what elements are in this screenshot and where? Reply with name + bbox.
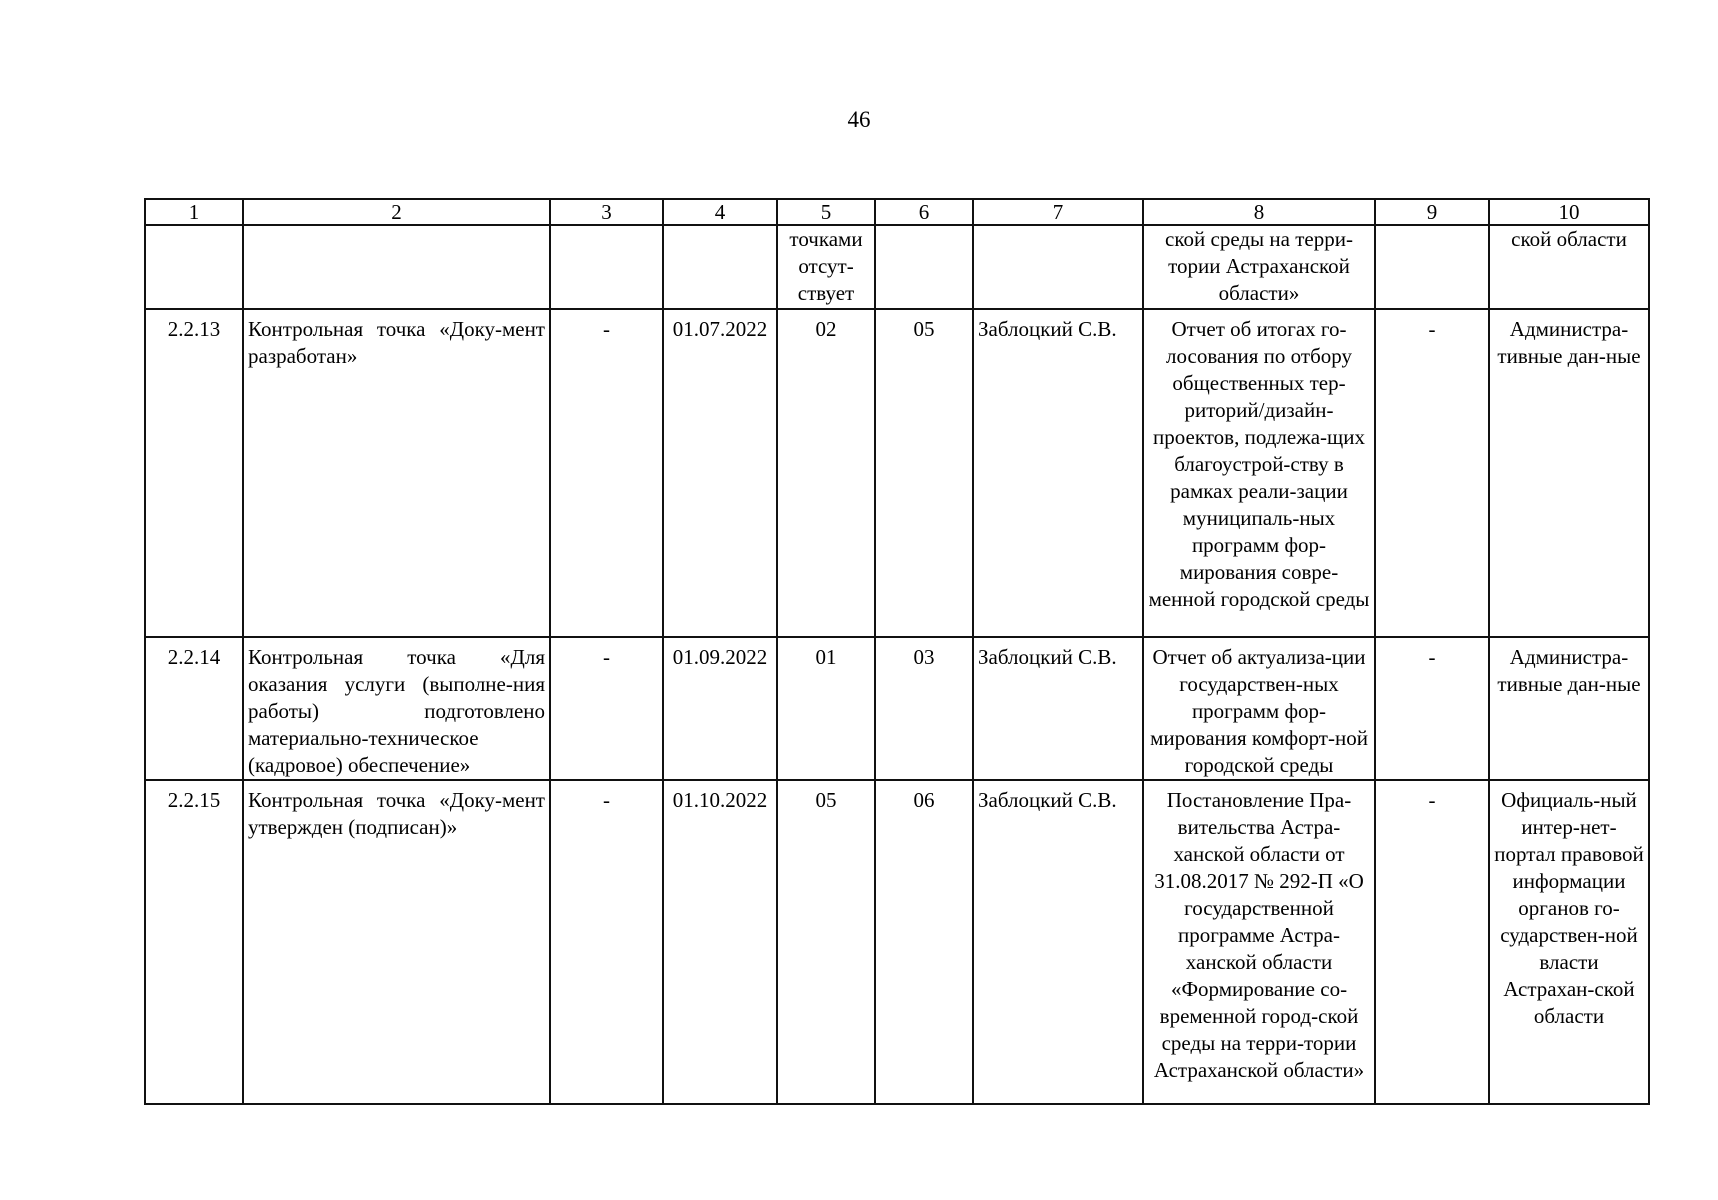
table-row (145, 309, 1649, 637)
column-header: 1 (145, 199, 243, 225)
column-header: 3 (550, 199, 663, 225)
cell-source: ской области (1489, 225, 1649, 309)
column-header: 7 (973, 199, 1143, 225)
cell-source: Администра-тивные дан-ные (1489, 637, 1649, 780)
cell-col5: 01 (777, 637, 875, 780)
table-row-continuation (145, 225, 1649, 309)
cell-responsible: Заблоцкий С.В. (973, 637, 1143, 780)
cell-source: Администра-тивные дан-ные (1489, 309, 1649, 637)
cell-col6: 03 (875, 637, 973, 780)
plan-table (144, 198, 1650, 1105)
cell-responsible: Заблоцкий С.В. (973, 780, 1143, 1104)
cell-col9 (1375, 225, 1489, 309)
cell-responsible: Заблоцкий С.В. (973, 309, 1143, 637)
column-header: 2 (243, 199, 550, 225)
column-header: 5 (777, 199, 875, 225)
cell-number: 2.2.14 (145, 637, 243, 780)
cell-date: 01.10.2022 (663, 780, 777, 1104)
page-number: 46 (847, 107, 871, 132)
cell-col6: 06 (875, 780, 973, 1104)
cell-document: Отчет об актуализа-ции государствен-ных программ фор-мирования комфорт-ной городской среды (1143, 637, 1375, 780)
cell-number: 2.2.15 (145, 780, 243, 1104)
column-header: 9 (1375, 199, 1489, 225)
cell-col3 (550, 225, 663, 309)
cell-date: 01.07.2022 (663, 309, 777, 637)
cell-col5: 05 (777, 780, 875, 1104)
column-header: 10 (1489, 199, 1649, 225)
cell-col3: - (550, 780, 663, 1104)
cell-document: Постановление Пра-вительства Астра-ханской области от 31.08.2017 № 292-П «О государственной программе Астра-ханской области «Формирование со-временной город-ской среды на терри-тории Астраханской области» (1143, 780, 1375, 1104)
cell-col5: 02 (777, 309, 875, 637)
cell-col3: - (550, 637, 663, 780)
cell-col5: точками отсут-ствует (777, 225, 875, 309)
cell-event: Контрольная точка «Доку-мент разработан» (243, 309, 550, 637)
column-header: 6 (875, 199, 973, 225)
cell-document: Отчет об итогах го-лосования по отбору общественных тер-риторий/дизайн-проектов, подлежа-щих благоустрой-ству в рамках реали-зации муниципаль-ных программ фор-мирования совре-менной городской среды (1143, 309, 1375, 637)
cell-event: Контрольная точка «Доку-мент утвержден (подписан)» (243, 780, 550, 1104)
cell-number: 2.2.13 (145, 309, 243, 637)
cell-number (145, 225, 243, 309)
cell-col6: 05 (875, 309, 973, 637)
cell-document: ской среды на терри-тории Астраханской области» (1143, 225, 1375, 309)
cell-event (243, 225, 550, 309)
cell-responsible (973, 225, 1143, 309)
cell-col6 (875, 225, 973, 309)
cell-col9: - (1375, 780, 1489, 1104)
cell-date: 01.09.2022 (663, 637, 777, 780)
cell-event: Контрольная точка «Для оказания услуги (выполне-ния работы) подготовлено материально-техническое (кадровое) обеспечение» (243, 637, 550, 780)
cell-source: Официаль-ный интер-нет-портал правовой информации органов го-сударствен-ной власти Астрахан-ской области (1489, 780, 1649, 1104)
table-row (145, 780, 1649, 1104)
cell-col9: - (1375, 637, 1489, 780)
cell-col9: - (1375, 309, 1489, 637)
column-number-row (145, 199, 1649, 225)
column-header: 8 (1143, 199, 1375, 225)
column-header: 4 (663, 199, 777, 225)
cell-date (663, 225, 777, 309)
table-row (145, 637, 1649, 780)
cell-col3: - (550, 309, 663, 637)
